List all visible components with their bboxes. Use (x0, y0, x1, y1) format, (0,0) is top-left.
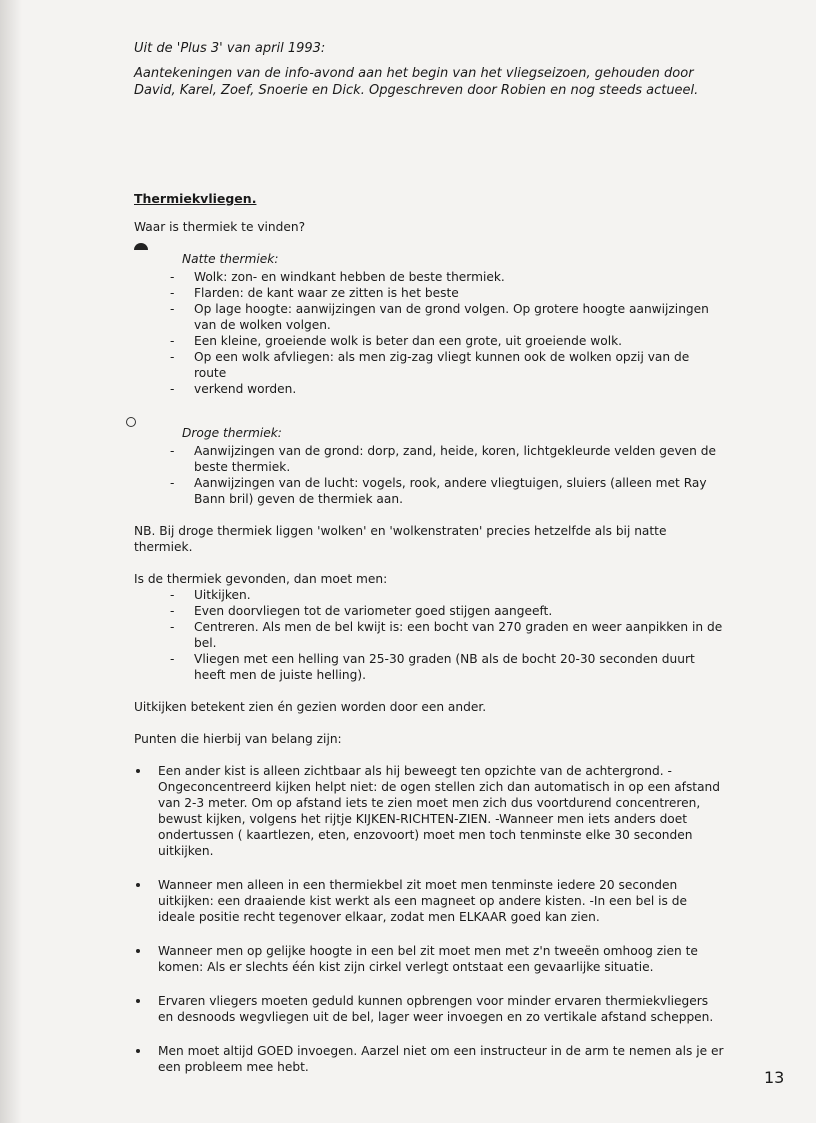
spacer (134, 507, 724, 523)
spacer (134, 555, 724, 571)
spacer (134, 683, 724, 699)
wet-thermal-heading-label: Natte thermiek: (182, 252, 279, 266)
section-title: Thermiekvliegen. (134, 191, 257, 206)
points-intro: Punten die hierbij van belang zijn: (134, 732, 342, 746)
document-body (134, 40, 724, 1093)
found-intro: Is de thermiek gevonden, dan moet men: (134, 572, 388, 586)
list-item: Wanneer men alleen in een thermiekbel zit moet men tenminste iedere 20 seconden uitkijken: een draaiende kist werkt als een magneet op andere kisten. -In een bel is de ideale positie recht tegenover elkaar, zodat men ELKAAR goed kan zien. (134, 877, 724, 925)
wet-thermal-heading (182, 251, 724, 267)
spacer (134, 413, 724, 425)
list-item: - Op een wolk afvliegen: als men zig-zag vliegt kunnen ook de wolken opzij van de route (170, 349, 724, 381)
intro-notes: Aantekeningen van de info-avond aan het begin van het vliegseizoen, gehouden door David, Karel, Zoef, Snoerie en Dick. Opgeschreven door Robien en nog steeds actueel. (134, 66, 699, 98)
page-edge-shadow (0, 0, 22, 1123)
list-item: Een ander kist is alleen zichtbaar als hij beweegt ten opzichte van de achtergrond. -Ongeconcentreerd kijken helpt niet: de ogen stellen zich dan automatisch in op een afstand van 2-3 meter. Om op afstand iets te zien moet men zich dus voortdurend concentreren, bewust kijken, volgens het rijtje KIJKEN-RICHTEN-ZIEN. -Wanneer men iets anders doet ondertussen ( kaartlezen, eten, enzovoort) moet men toch tenminste elke 30 seconden uitkijken. (134, 763, 724, 859)
list-item: Ervaren vliegers moeten geduld kunnen opbrengen voor minder ervaren thermiekvliegers en desnoods wegvliegen uit de bel, lager weer invoegen en zo vertikale afstand scheppen. (134, 993, 724, 1025)
list-item: - Aanwijzingen van de lucht: vogels, rook, andere vliegtuigen, sluiers (alleen met Ray Bann bril) geven de thermiek aan. (170, 475, 724, 507)
dry-thermal-heading-label: Droge thermiek: (182, 426, 282, 440)
list-item: - Flarden: de kant waar ze zitten is het beste (170, 285, 724, 301)
nb-note: NB. Bij droge thermiek liggen 'wolken' en 'wolkenstraten' precies hetzelfde als bij natte thermiek. (134, 524, 667, 554)
list-item: - verkend worden. (170, 381, 724, 397)
list-item: - Aanwijzingen van de grond: dorp, zand, heide, koren, lichtgekleurde velden geven de beste thermiek. (170, 443, 724, 475)
dry-thermal-list (170, 443, 724, 507)
cloud-icon (134, 243, 148, 250)
sun-icon (126, 417, 136, 427)
spacer (134, 747, 724, 763)
list-item: - Wolk: zon- en windkant hebben de beste thermiek. (170, 269, 724, 285)
found-list (170, 587, 724, 683)
page-number: 13 (764, 1068, 785, 1087)
list-item: Wanneer men op gelijke hoogte in een bel zit moet men met z'n tweeën omhoog zien te komen: Als er slechts één kist zijn cirkel verlegt ontstaat een gevaarlijke situatie. (134, 943, 724, 975)
lookout-text: Uitkijken betekent zien én gezien worden door een ander. (134, 700, 487, 714)
wet-thermal-list (170, 269, 724, 397)
points-list (134, 763, 724, 1075)
list-item: - Op lage hoogte: aanwijzingen van de grond volgen. Op grotere hoogte aanwijzingen van de wolken volgen. (170, 301, 724, 333)
list-item: - Uitkijken. (170, 587, 724, 603)
intro-source: Uit de 'Plus 3' van april 1993: (134, 41, 326, 56)
list-item: - Vliegen met een helling van 25-30 graden (NB als de bocht 20-30 seconden duurt heeft men de juiste helling). (170, 651, 724, 683)
list-item: - Even doorvliegen tot de variometer goed stijgen aangeeft. (170, 603, 724, 619)
dry-thermal-heading (182, 425, 724, 441)
list-item: Men moet altijd GOED invoegen. Aarzel niet om een instructeur in de arm te nemen als je er een probleem mee hebt. (134, 1043, 724, 1075)
spacer (134, 397, 724, 413)
spacer (134, 715, 724, 731)
list-item: - Centreren. Als men de bel kwijt is: een bocht van 270 graden en weer aanpikken in de bel. (170, 619, 724, 651)
section-question: Waar is thermiek te vinden? (134, 220, 306, 234)
list-item: - Een kleine, groeiende wolk is beter dan een grote, uit groeiende wolk. (170, 333, 724, 349)
